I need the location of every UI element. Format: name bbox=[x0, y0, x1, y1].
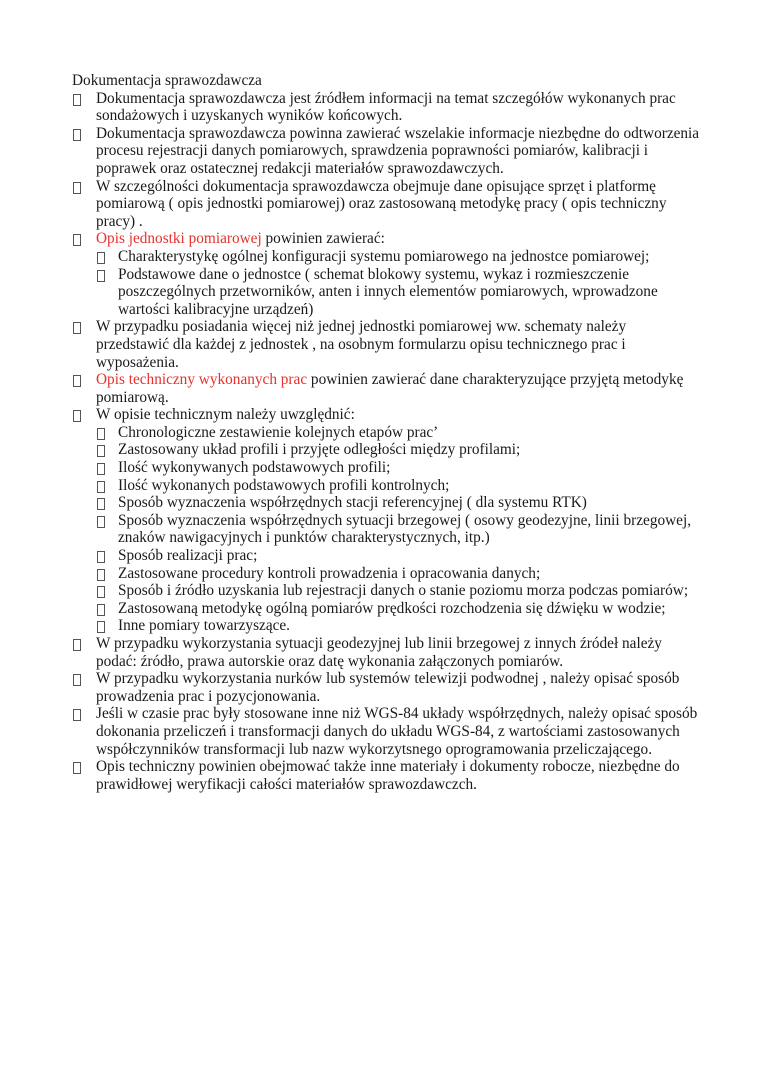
list-item-text: W przypadku wykorzystania nurków lub systemów telewizji podwodnej , należy opisać sposób prowadzenia prac i pozycjonowania. bbox=[96, 670, 680, 705]
bullet-icon bbox=[97, 428, 105, 440]
sub-list-item bbox=[96, 477, 702, 495]
bullet-icon bbox=[73, 762, 81, 774]
list-item-text: powinien zawierać: bbox=[261, 230, 385, 248]
bullet-list bbox=[72, 90, 702, 794]
list-item-text: W opisie technicznym należy uwzględnić: bbox=[96, 406, 355, 424]
list-item bbox=[72, 318, 702, 371]
sub-list-item bbox=[96, 494, 702, 512]
bullet-icon bbox=[97, 481, 105, 493]
sub-list-item-text: Zastosowaną metodykę ogólną pomiarów prędkości rozchodzenia się dźwięku w wodzie; bbox=[118, 599, 666, 617]
list-item bbox=[72, 125, 702, 178]
sub-list-item-text: Zastosowany układ profili i przyjęte odległości między profilami; bbox=[118, 441, 521, 459]
list-item-text: powinien zawierać dane charakteryzujące przyjętą metodykę pomiarową. bbox=[96, 371, 684, 406]
sub-list-item-text: Ilość wykonanych podstawowych profili kontrolnych; bbox=[118, 476, 450, 494]
bullet-icon bbox=[73, 234, 81, 246]
sub-list-item-text: Podstawowe dane o jednostce ( schemat blokowy systemu, wykaz i rozmieszczenie poszczególnych przetworników, anten i innych elementów pomiarowych, wprowadzone wartości kalibracyjne urządzeń) bbox=[118, 265, 658, 318]
bullet-icon bbox=[73, 709, 81, 721]
list-item-text: W przypadku wykorzystania sytuacji geodezyjnej lub linii brzegowej z innych źródeł należy podać: źródło, prawa autorskie oraz datę wykonania załączonych pomiarów. bbox=[96, 635, 662, 670]
sub-list bbox=[96, 424, 702, 635]
list-item bbox=[72, 371, 702, 406]
sub-list-item bbox=[96, 266, 702, 319]
list-item-text: W przypadku posiadania więcej niż jednej jednostki pomiarowej ww. schematy należy przedstawić dla każdej z jednostek , na osobnym formularzu opisu technicznego prac i wyposażenia. bbox=[96, 318, 627, 371]
sub-list-item-text: Sposób wyznaczenia współrzędnych sytuacji brzegowej ( osowy geodezyjne, linii brzegowej, znaków nawigacyjnych i punktów charakterystycznych, itp.) bbox=[118, 511, 692, 547]
bullet-icon bbox=[73, 94, 81, 106]
bullet-icon bbox=[73, 129, 81, 141]
bullet-icon bbox=[97, 516, 105, 528]
list-item-text: Dokumentacja sprawozdawcza powinna zawierać wszelakie informacje niezbędne do odtworzenia procesu rejestracji danych pomiarowych, sprawdzenia poprawności pomiarów, kalibracji i poprawek oraz ostatecznej redakcji materiałów sprawozdawczych. bbox=[96, 124, 700, 177]
bullet-icon bbox=[97, 604, 105, 616]
list-item-text: Jeśli w czasie prac były stosowane inne niż WGS-84 układy współrzędnych, należy opisać sposób dokonania przeliczeń i transformacji danych do układu WGS-84, z wartościami zastosowanych współczynników transformacji lub nazw wykorzytsnego oprogramowania przeliczającego. bbox=[96, 705, 698, 758]
bullet-icon bbox=[97, 252, 105, 264]
sub-list-item-text: Chronologiczne zestawienie kolejnych etapów prac’ bbox=[118, 423, 439, 441]
sub-list-item-text: Sposób wyznaczenia współrzędnych stacji referencyjnej ( dla systemu RTK) bbox=[118, 494, 587, 512]
sub-list-item bbox=[96, 248, 702, 266]
bullet-icon bbox=[73, 322, 81, 334]
list-item bbox=[72, 670, 702, 705]
list-item bbox=[72, 406, 702, 635]
highlighted-term: Opis jednostki pomiarowej bbox=[96, 230, 262, 248]
document-title: Dokumentacja sprawozdawcza bbox=[72, 72, 262, 89]
sub-list-item bbox=[96, 617, 702, 635]
sub-list-item bbox=[96, 565, 702, 583]
list-item bbox=[72, 230, 702, 318]
bullet-icon bbox=[73, 639, 81, 651]
bullet-icon bbox=[97, 569, 105, 581]
sub-list bbox=[96, 248, 702, 318]
sub-list-item bbox=[96, 582, 702, 600]
document-page bbox=[72, 72, 702, 793]
bullet-icon bbox=[73, 410, 81, 422]
sub-list-item-text: Ilość wykonywanych podstawowych profili; bbox=[118, 459, 391, 477]
bullet-icon bbox=[97, 270, 105, 282]
sub-list-item bbox=[96, 459, 702, 477]
sub-list-item bbox=[96, 547, 702, 565]
sub-list-item bbox=[96, 441, 702, 459]
list-item bbox=[72, 705, 702, 758]
sub-list-item-text: Inne pomiary towarzyszące. bbox=[118, 617, 291, 635]
sub-list-item-text: Sposób i źródło uzyskania lub rejestracji danych o stanie poziomu morza podczas pomiarów; bbox=[118, 582, 689, 600]
list-item bbox=[72, 90, 702, 125]
list-item-text: Dokumentacja sprawozdawcza jest źródłem informacji na temat szczegółów wykonanych prac sondażowych i uzyskanych wyników końcowych. bbox=[96, 89, 676, 125]
sub-list-item-text: Zastosowane procedury kontroli prowadzenia i opracowania danych; bbox=[118, 564, 541, 582]
bullet-icon bbox=[73, 375, 81, 387]
sub-list-item bbox=[96, 512, 702, 547]
sub-list-item bbox=[96, 600, 702, 618]
bullet-icon bbox=[73, 674, 81, 686]
bullet-icon bbox=[97, 586, 105, 598]
list-item bbox=[72, 178, 702, 231]
list-item-text: W szczególności dokumentacja sprawozdawcza obejmuje dane opisujące sprzęt i platformę pomiarową ( opis jednostki pomiarowej) oraz zastosowaną metodykę pracy ( opis techniczny pracy) . bbox=[96, 177, 667, 230]
bullet-icon bbox=[97, 621, 105, 633]
list-item bbox=[72, 635, 702, 670]
highlighted-term: Opis techniczny wykonanych prac bbox=[96, 371, 308, 389]
bullet-icon bbox=[97, 498, 105, 510]
bullet-icon bbox=[97, 445, 105, 457]
list-item bbox=[72, 758, 702, 793]
bullet-icon bbox=[73, 182, 81, 194]
sub-list-item bbox=[96, 424, 702, 442]
sub-list-item-text: Charakterystykę ogólnej konfiguracji systemu pomiarowego na jednostce pomiarowej; bbox=[118, 247, 650, 265]
bullet-icon bbox=[97, 463, 105, 475]
list-item-text: Opis techniczny powinien obejmować także inne materiały i dokumenty robocze, niezbędne do prawidłowej weryfikacji całości materiałów sprawozdawczch. bbox=[96, 758, 680, 793]
bullet-icon bbox=[97, 551, 105, 563]
sub-list-item-text: Sposób realizacji prac; bbox=[118, 547, 258, 565]
